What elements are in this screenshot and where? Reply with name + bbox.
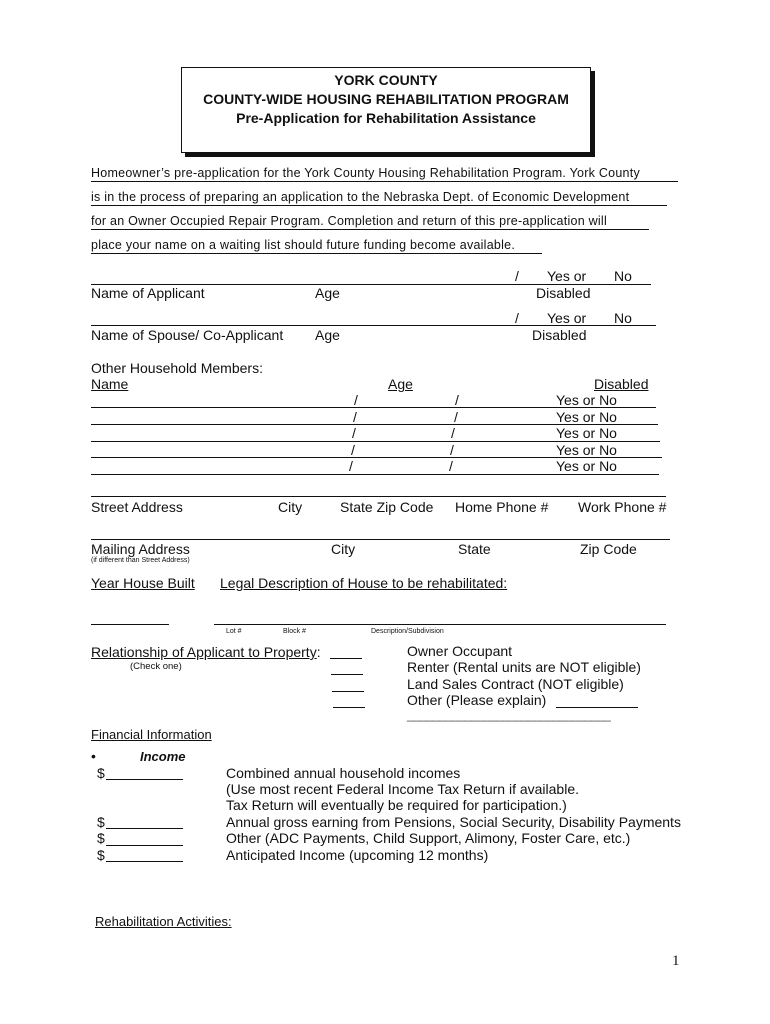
household-yes-no[interactable]: Yes or No [556,409,617,425]
mailing-city-label: City [331,541,356,557]
anticipated-income-field[interactable] [106,861,183,862]
household-row-line[interactable] [91,474,659,475]
household-slash: / [351,442,355,458]
spouse-disabled-label: Disabled [532,327,587,343]
household-yes-no[interactable]: Yes or No [556,392,617,408]
household-slash: / [349,458,353,474]
other-checkline[interactable] [333,707,365,708]
mailing-zip-label: Zip Code [580,541,637,557]
household-slash: / [454,409,458,425]
income-bullet: • [91,748,96,764]
mailing-address-label: Mailing Address [91,541,190,557]
spouse-slash: / [515,310,519,326]
income-desc-tax-return: (Use most recent Federal Income Tax Return if available. [226,781,580,797]
rehab-activities-heading: Rehabilitation Activities: [95,914,232,929]
legal-description-line[interactable] [214,624,666,625]
other-explain-line[interactable]: ________________________________ [407,708,611,722]
home-phone-label: Home Phone # [455,499,549,515]
subdivision-label: Description/Subdivision [371,628,444,635]
mailing-state-label: State [458,541,491,557]
year-house-built-label: Year House Built [91,575,195,591]
mailing-address-note: (if different than Street Address) [91,557,190,564]
program-title: COUNTY-WIDE HOUSING REHABILITATION PROGRAM [203,91,569,107]
household-disabled-col: Disabled [594,376,649,392]
city-label: City [278,499,303,515]
relationship-colon: : [316,644,321,660]
work-phone-label: Work Phone # [578,499,667,515]
name-of-spouse-label: Name of Spouse/ Co-Applicant [91,327,284,343]
title-box [181,67,591,153]
household-slash: / [455,392,459,408]
spouse-no[interactable]: No [614,310,632,326]
street-address-label: Street Address [91,499,183,515]
income-heading: Income [140,749,186,764]
intro-line-2: is in the process of preparing an application to the Nebraska Dept. of Economic Development [91,190,667,206]
dollar-sign: $ [97,830,105,846]
other-income-field[interactable] [106,845,183,846]
household-yes-no[interactable]: Yes or No [556,458,617,474]
income-desc-participation: Tax Return will eventually be required for participation.) [226,797,567,813]
applicant-age-label: Age [315,285,340,301]
income-desc-combined: Combined annual household incomes [226,765,461,781]
household-yes-no[interactable]: Yes or No [556,425,617,441]
relationship-label [91,644,321,660]
option-renter: Renter (Rental units are NOT eligible) [407,659,641,675]
pension-income-field[interactable] [106,828,183,829]
intro-line-4: place your name on a waiting list should future funding become available. [91,238,542,254]
household-yes-no[interactable]: Yes or No [556,442,617,458]
name-of-applicant-label: Name of Applicant [91,285,205,301]
form-title: Pre-Application for Rehabilitation Assistance [236,110,536,126]
dollar-sign: $ [97,765,105,781]
applicant-slash: / [515,268,519,284]
applicant-no[interactable]: No [614,268,632,284]
household-slash: / [352,425,356,441]
state-zip-label: State Zip Code [340,499,434,515]
lot-label: Lot # [226,628,242,635]
household-name-col: Name [91,376,129,392]
household-slash: / [450,442,454,458]
household-slash: / [451,425,455,441]
owner-occupant-checkline[interactable] [330,658,362,659]
street-address-line[interactable] [91,496,666,497]
household-age-col: Age [388,376,413,392]
option-other: Other (Please explain) [407,692,547,708]
county-title: YORK COUNTY [334,72,438,88]
check-one-note: (Check one) [130,661,182,672]
income-desc-anticipated: Anticipated Income (upcoming 12 months) [226,847,489,863]
renter-checkline[interactable] [331,674,363,675]
block-label: Block # [283,628,306,635]
spouse-age-label: Age [315,327,340,343]
combined-income-field[interactable] [106,779,183,780]
mailing-address-line[interactable] [91,539,670,540]
intro-line-3: for an Owner Occupied Repair Program. Completion and return of this pre-application will [91,214,649,230]
land-sales-checkline[interactable] [332,691,364,692]
legal-description-label: Legal Description of House to be rehabilitated: [220,575,508,591]
page-number: 1 [672,953,680,969]
household-heading: Other Household Members: [91,360,263,376]
financial-heading: Financial Information [91,727,212,742]
dollar-sign: $ [97,814,105,830]
household-slash: / [353,409,357,425]
option-owner-occupant: Owner Occupant [407,643,513,659]
income-desc-pensions: Annual gross earning from Pensions, Social Security, Disability Payments [226,814,681,830]
year-built-line[interactable] [91,624,169,625]
relationship-label-text: Relationship of Applicant to Property [91,644,317,660]
spouse-yes-or[interactable]: Yes or [547,310,587,326]
income-desc-other: Other (ADC Payments, Child Support, Alimony, Foster Care, etc.) [226,830,631,846]
dollar-sign: $ [97,847,105,863]
household-slash: / [354,392,358,408]
option-land-sales: Land Sales Contract (NOT eligible) [407,676,624,692]
applicant-yes-or[interactable]: Yes or [547,268,587,284]
household-slash: / [449,458,453,474]
applicant-disabled-label: Disabled [536,285,591,301]
intro-line-1: Homeowner’s pre-application for the York County Housing Rehabilitation Program. York County [91,166,678,182]
